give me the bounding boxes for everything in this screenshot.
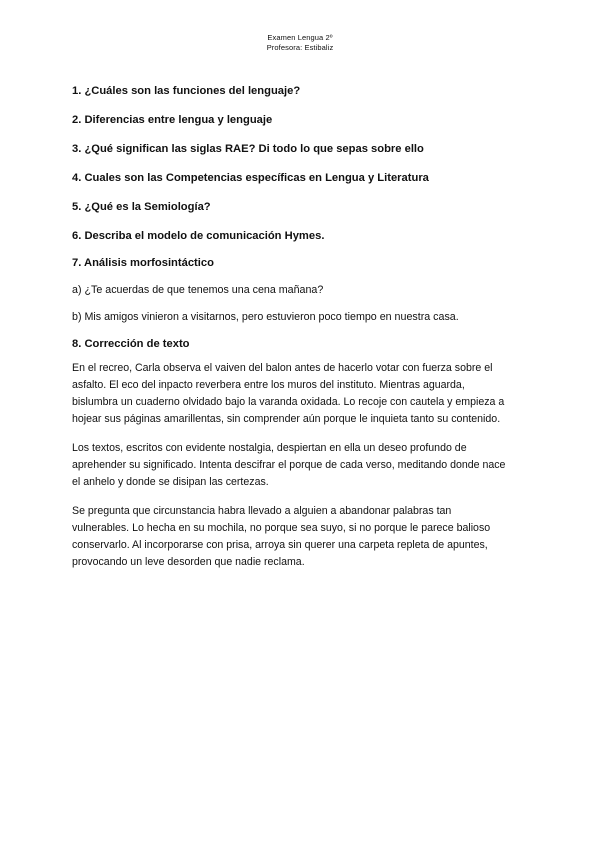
text-line: vulnerables. Lo hecha en su mochila, no porque sea suyo, si no porque le parece balioso <box>72 522 491 534</box>
text-line: hojear sus páginas amarillentas, sin comprender aún porque le inquieta tanto su contenido. <box>72 413 501 425</box>
teacher-name: Profesora: Estibaliz <box>266 43 334 52</box>
exam-content <box>72 84 528 571</box>
question-6: 6. Describa el modelo de comunicación Hymes. <box>72 230 325 242</box>
question-3: 3. ¿Qué significan las siglas RAE? Di todo lo que sepas sobre ello <box>72 143 424 155</box>
question-5: 5. ¿Qué es la Semiología? <box>72 201 211 213</box>
text-line: En el recreo, Carla observa el vaiven del balon antes de hacerlo votar con fuerza sobre el <box>72 362 493 374</box>
exam-title: Examen Lengua 2º <box>267 33 333 42</box>
text-line: asfalto. El eco del inpacto reverbera entre los muros del instituto. Mientras aguarda, <box>72 379 465 391</box>
question-4: 4. Cuales son las Competencias específicas en Lengua y Literatura <box>72 172 429 184</box>
question-1: 1. ¿Cuáles son las funciones del lenguaje? <box>72 85 301 97</box>
text-line: bislumbra un cuaderno olvidado bajo la varanda oxidada. Lo recoje con cautela y empieza a <box>72 396 505 408</box>
text-line: conservarlo. Al incorporarse con prisa, arroya sin querer una carpeta repleta de apuntes, <box>72 539 488 551</box>
question-2: 2. Diferencias entre lengua y lenguaje <box>72 114 273 126</box>
text-line: provocando un leve desorden que nadie reclama. <box>72 556 305 568</box>
analysis-sentence-b: b) Mis amigos vinieron a visitarnos, pero estuvieron poco tiempo en nuestra casa. <box>72 311 459 323</box>
text-line: Los textos, escritos con evidente nostalgia, despiertan en ella un deseo profundo de <box>72 442 467 454</box>
text-line: Se pregunta que circunstancia habra llevado a alguien a abandonar palabras tan <box>72 505 452 517</box>
question-8: 8. Corrección de texto <box>72 338 190 350</box>
correction-paragraph-1 <box>72 360 528 428</box>
question-7: 7. Análisis morfosintáctico <box>72 257 214 269</box>
correction-paragraph-2 <box>72 440 528 491</box>
analysis-sentence-a: a) ¿Te acuerdas de que tenemos una cena mañana? <box>72 284 324 296</box>
correction-paragraph-3 <box>72 503 528 571</box>
text-line: aprehender su significado. Intenta descifrar el porque de cada verso, meditando donde nace <box>72 459 506 471</box>
text-line: el anhelo y donde se disipan las certezas. <box>72 476 269 488</box>
exam-header <box>0 33 600 53</box>
